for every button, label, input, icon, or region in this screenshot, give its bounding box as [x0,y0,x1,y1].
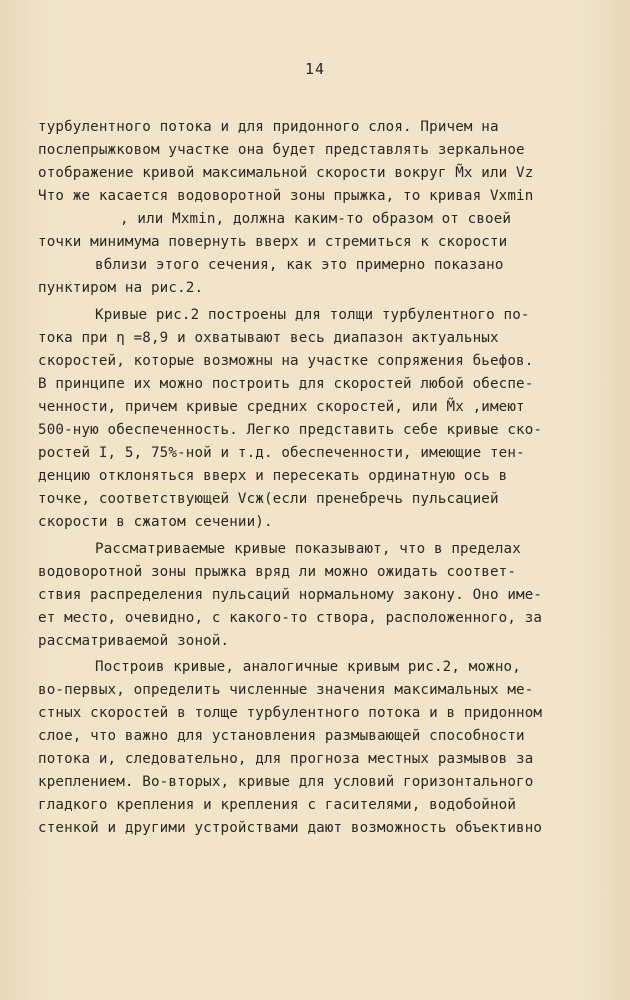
text-line: Что же касается водоворотной зоны прыжка, то кривая Vxmin [38,188,534,204]
text-line: скорости в сжатом сечении). [38,514,273,530]
text-line: 500-ную обеспеченность. Легко представить себе кривые ско- [38,422,543,438]
text-line: тока при η =8,9 и охватывают весь диапазон актуальных [38,330,499,346]
text-line: , или Mxmin, должна каким-то образом от своей [120,211,512,227]
text-line: стных скоростей в толще турбулентного потока и в придонном [38,705,543,721]
text-line: ет место, очевидно, с какого-то створа, расположенного, за [38,610,543,626]
text-line: Рассматриваемые кривые показывают, что в пределах [95,541,521,557]
text-line: турбулентного потока и для придонного слоя. Причем на [38,119,499,135]
text-line: пунктиром на рис.2. [38,280,204,296]
text-line: ченности, причем кривые средних скоростей, или M̃x ,имеют [38,399,525,415]
text-line: вблизи этого сечения, как это примерно показано [95,257,504,273]
text-line: Кривые рис.2 построены для толщи турбулентного по- [95,307,530,323]
text-line: слое, что важно для установления размывающей способности [38,728,525,744]
text-line: Построив кривые, аналогичные кривым рис.2, можно, [95,659,521,675]
text-line: гладкого крепления и крепления с гасителями, водобойной [38,797,517,813]
text-line: ростей I, 5, 75%-ной и т.д. обеспеченности, имеющие тен- [38,445,525,461]
page-number: 14 [304,60,326,78]
text-line: потока и, следовательно, для прогноза местных размывов за [38,751,534,767]
text-line: креплением. Во-вторых, кривые для условий горизонтального [38,774,534,790]
text-line: водоворотной зоны прыжка вряд ли можно ожидать соответ- [38,564,517,580]
text-line: послепрыжковом участке она будет представлять зеркальное [38,142,525,158]
text-line: точки минимума повернуть вверх и стремиться к скорости [38,234,508,250]
text-line: во-первых, определить численные значения максимальных ме- [38,682,534,698]
text-line: стенкой и другими устройствами дают возможность объективно [38,820,543,836]
text-line: В принципе их можно построить для скоростей любой обеспе- [38,376,534,392]
text-line: точке, соответствующей Vсж(если пренебречь пульсацией [38,491,499,507]
text-line: рассматриваемой зоной. [38,633,230,649]
text-line: ствия распределения пульсаций нормальному закону. Оно име- [38,587,543,603]
text-line: скоростей, которые возможны на участке сопряжения бьефов. [38,353,534,369]
text-line: денцию отклоняться вверх и пересекать ординатную ось в [38,468,508,484]
text-line: отображение кривой максимальной скорости вокруг M̃x или Vz [38,165,534,181]
